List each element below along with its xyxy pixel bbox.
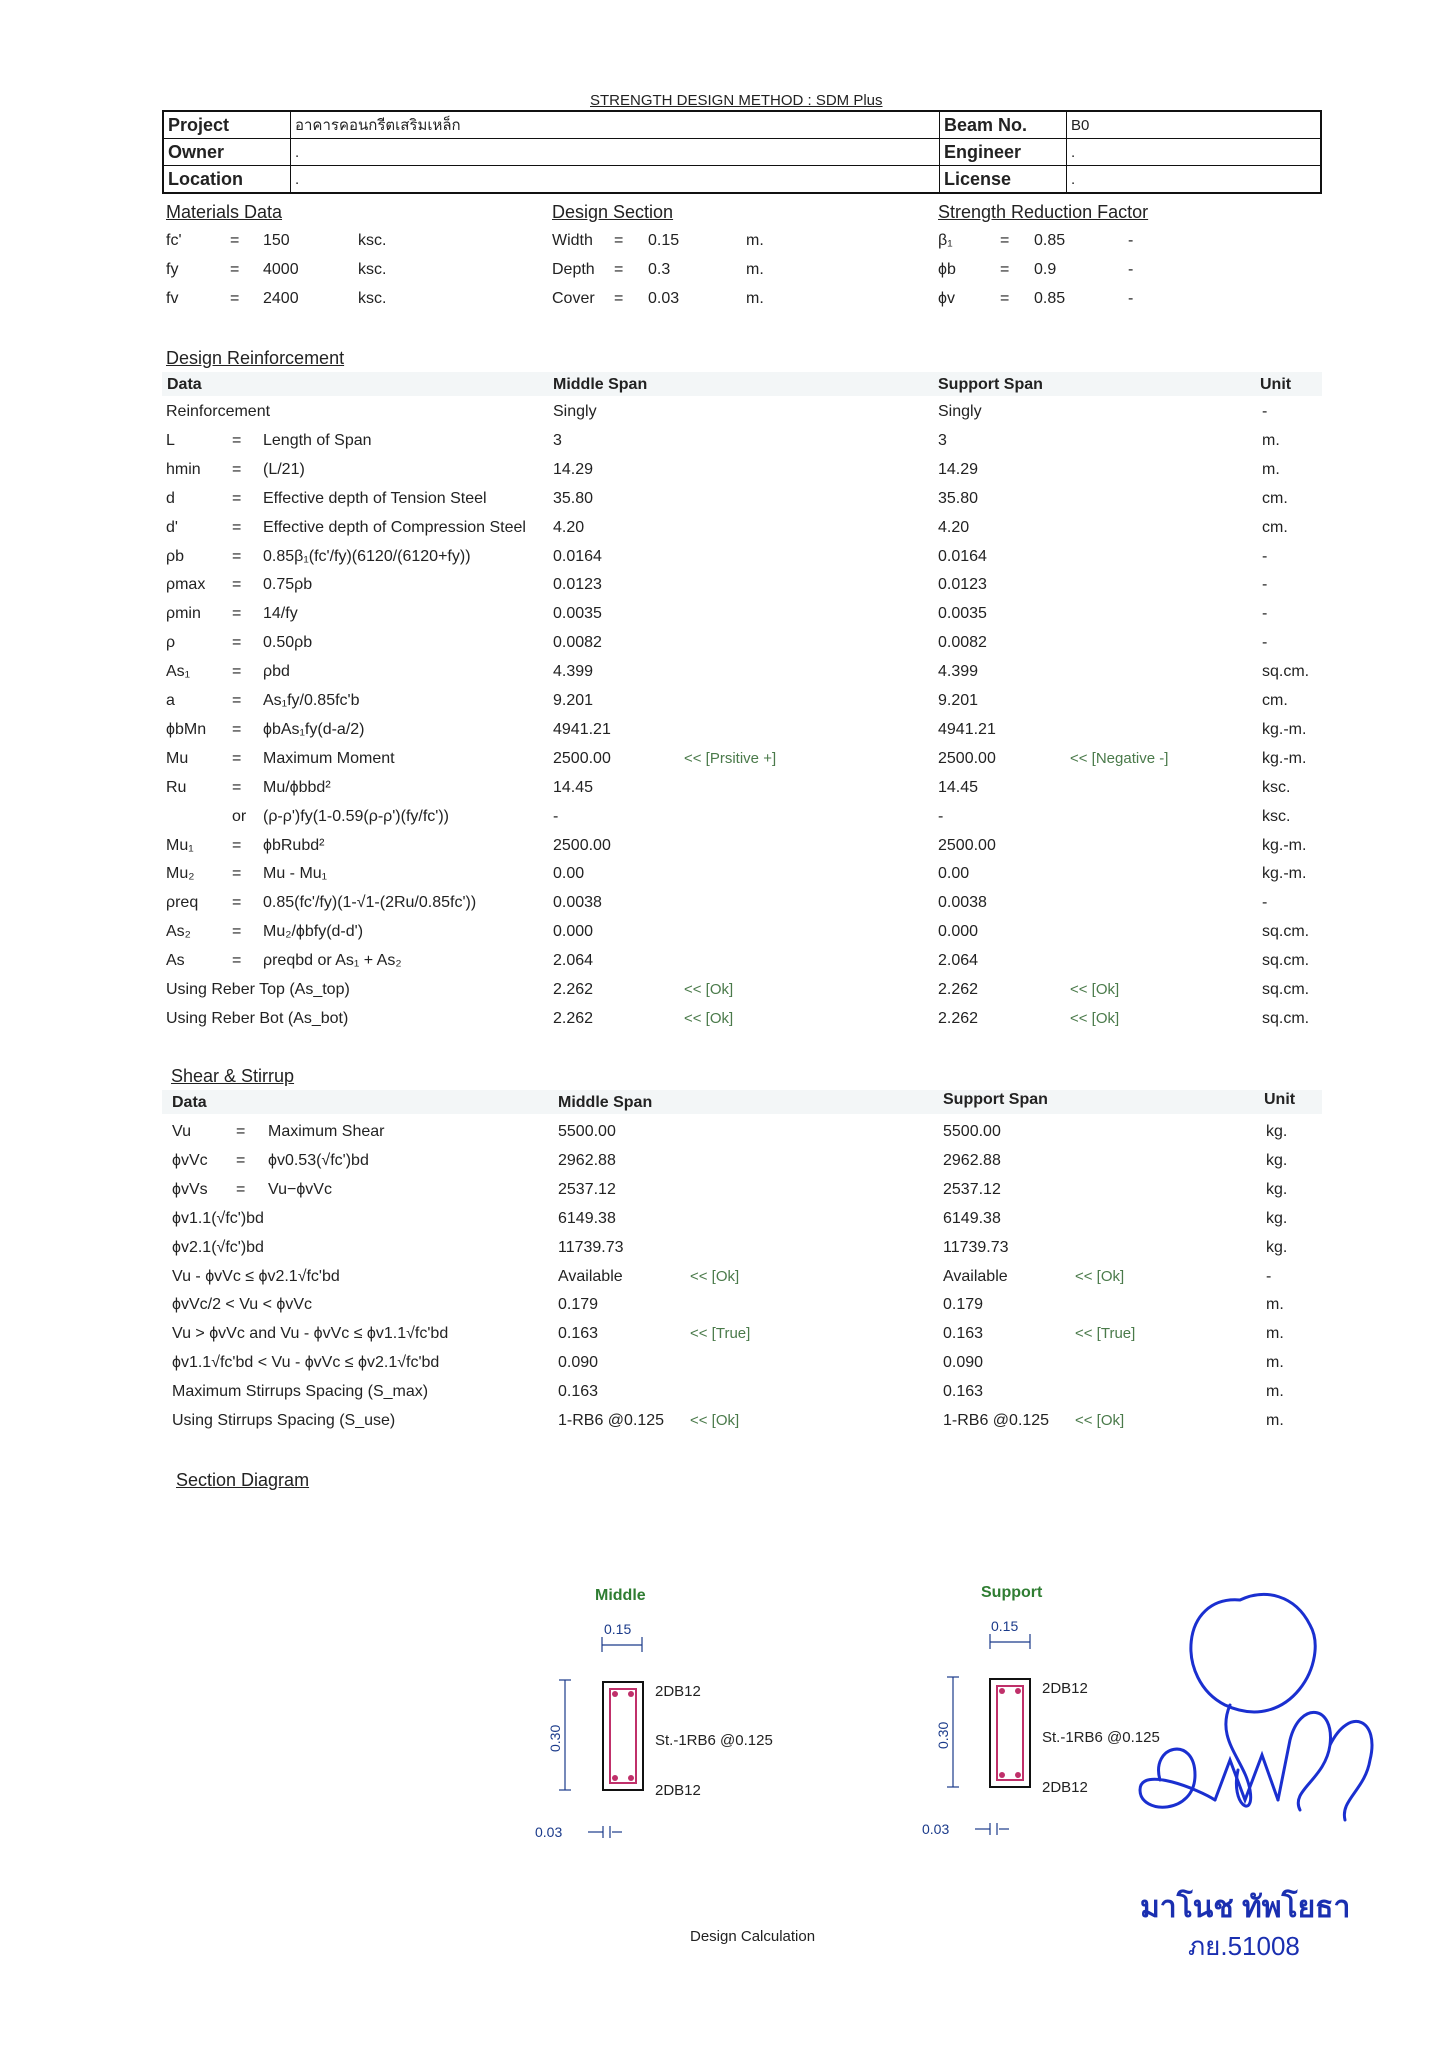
reinforcement-row-symbol: d' — [166, 518, 178, 536]
reinforcement-row-unit: ksc. — [1262, 778, 1291, 796]
reinforcement-row-equals: = — [232, 605, 242, 623]
materials-equals: = — [230, 232, 240, 249]
reinforcement-row-formula: Mu - Mu₁ — [263, 865, 328, 883]
reinforcement-row-unit: cm. — [1262, 518, 1288, 536]
shear-row-unit: m. — [1266, 1354, 1284, 1372]
reinforcement-row-middle-value: 0.000 — [553, 923, 594, 941]
materials-unit: ksc. — [358, 261, 387, 278]
reinforcement-row-formula: (L/21) — [263, 460, 305, 478]
shear-row-support-note: << [Ok] — [1075, 1412, 1125, 1429]
beam-value: B0 — [1067, 111, 1322, 139]
reinforcement-row-formula: ϕbAs₁fy(d-a/2) — [263, 720, 365, 738]
reinforcement-row-support-value: - — [938, 807, 944, 825]
reduction-symbol: ϕv — [938, 290, 955, 307]
reinforcement-row-equals: = — [232, 547, 242, 565]
shear-row-symbol: ϕv1.1(√fc')bd — [172, 1209, 264, 1227]
shear-row-support-value: 5500.00 — [943, 1123, 1001, 1140]
reinforcement-row-equals: = — [232, 865, 242, 883]
shear-row-symbol: Maximum Stirrups Spacing (S_max) — [172, 1383, 429, 1401]
shear-row-support-value: 2962.88 — [943, 1151, 1001, 1169]
reinforcement-row-support-value: 2.064 — [938, 952, 979, 970]
shear-row-symbol: ϕvVc — [172, 1151, 208, 1169]
reinforcement-row-unit: ksc. — [1262, 807, 1291, 825]
reinforcement-row-formula: 0.75ρb — [263, 576, 313, 594]
support-cover-dim: 0.03 — [922, 1821, 950, 1837]
reinforcement-row-middle-note: << [Ok] — [684, 1009, 734, 1027]
document-title: STRENGTH DESIGN METHOD : SDM Plus — [590, 92, 883, 109]
diagram-title: Section Diagram — [176, 1470, 310, 1490]
reinforcement-row-support-value: 0.0123 — [938, 576, 987, 594]
shear-row-support-value: 11739.73 — [943, 1238, 1009, 1256]
reinforcement-row-equals: = — [232, 778, 242, 796]
reinforcement-row-formula: As₁fy/0.85fc'b — [263, 692, 360, 709]
shear-row-unit: kg. — [1266, 1180, 1288, 1198]
reinforcement-row-middle-value: 0.0082 — [553, 634, 602, 652]
reinforcement-row-equals: = — [232, 894, 242, 912]
shear-head-mid: Middle Span — [558, 1094, 653, 1111]
engineer-value: . — [1067, 139, 1322, 166]
shear-row-middle-value: 2962.88 — [558, 1151, 616, 1169]
section-equals: = — [614, 232, 624, 249]
signature-license: ภย.51008 — [1188, 1931, 1300, 1961]
shear-row-equals: = — [236, 1123, 246, 1140]
reinforcement-row-unit: - — [1262, 634, 1268, 652]
reinforcement-row-unit: sq.cm. — [1262, 1009, 1310, 1027]
reinforcement-row-middle-value: 4.20 — [553, 518, 585, 536]
materials-unit: ksc. — [358, 232, 387, 249]
reinforcement-row-support-value: 9.201 — [938, 692, 979, 709]
reinforcement-row-middle-value: 0.0123 — [553, 576, 602, 594]
reinforcement-row-formula: Mu₂/ϕbfy(d-d') — [263, 923, 364, 941]
section-unit: m. — [746, 261, 764, 278]
shear-row-unit: kg. — [1266, 1151, 1288, 1169]
shear-row-symbol: Using Stirrups Spacing (S_use) — [172, 1412, 396, 1429]
reinforcement-row-support-value: 2.262 — [938, 1009, 979, 1027]
reinforcement-row-support-note: << [Ok] — [1070, 1009, 1120, 1027]
reinforcement-row-middle-value: 3 — [553, 431, 562, 449]
reinforcement-row-equals: = — [232, 489, 242, 507]
beam-label: Beam No. — [940, 111, 1067, 139]
engineer-label: Engineer — [940, 139, 1067, 166]
section-value: 0.15 — [648, 232, 680, 249]
handwritten-signature — [1140, 1594, 1372, 1820]
shear-row-middle-value: 0.090 — [558, 1354, 599, 1372]
reinforcement-row-middle-value: 0.0164 — [553, 547, 602, 565]
reinforcement-row-unit: kg.-m. — [1262, 720, 1307, 738]
shear-row-unit: m. — [1266, 1412, 1284, 1429]
reinforcement-row-unit: sq.cm. — [1262, 923, 1310, 941]
materials-symbol: fc' — [166, 232, 182, 249]
owner-label: Owner — [163, 139, 291, 166]
reinforcement-row-support-note: << [Negative -] — [1070, 749, 1169, 767]
section-value: 0.3 — [648, 261, 671, 278]
reduction-unit: - — [1128, 232, 1134, 249]
section-unit: m. — [746, 290, 764, 307]
shear-row-middle-note: << [Ok] — [690, 1412, 740, 1429]
reinforcement-row-equals: = — [232, 923, 242, 941]
reinforcement-head-mid: Middle Span — [553, 376, 648, 393]
shear-row-symbol: Vu > ϕvVc and Vu - ϕvVc ≤ ϕv1.1√fc'bd — [172, 1325, 449, 1343]
reinforcement-row-support-value: 4941.21 — [938, 720, 996, 738]
reduction-symbol: β₁ — [938, 232, 953, 249]
reinforcement-row-formula: ρbd — [263, 663, 290, 681]
shear-row-support-value: 0.163 — [943, 1383, 984, 1401]
reduction-value: 0.85 — [1034, 232, 1066, 249]
reinforcement-row-unit: kg.-m. — [1262, 836, 1307, 854]
middle-section-drawing — [535, 1587, 773, 1840]
middle-cover-dim: 0.03 — [535, 1824, 563, 1840]
support-width-dim: 0.15 — [991, 1618, 1019, 1634]
reinforcement-row-unit: - — [1262, 894, 1268, 912]
reinforcement-row-support-value: 2500.00 — [938, 749, 996, 767]
reinforcement-row-middle-value: 2.064 — [553, 952, 594, 970]
shear-row-middle-value: 5500.00 — [558, 1123, 616, 1140]
reinforcement-row-symbol: L — [166, 431, 175, 449]
middle-bot-bars: 2DB12 — [655, 1782, 701, 1799]
reinforcement-row-formula: 0.85β₁(fc'/fy)(6120/(6120+fy)) — [263, 547, 471, 565]
reinforcement-row-formula: ϕbRubd² — [263, 836, 325, 854]
shear-row-symbol: ϕvVc/2 < Vu < ϕvVc — [172, 1296, 313, 1314]
reinforcement-row-equals: = — [232, 720, 242, 738]
materials-title: Materials Data — [166, 202, 283, 222]
reinforcement-row-symbol: Mu₂ — [166, 865, 195, 883]
section-equals: = — [614, 290, 624, 307]
shear-row-unit: kg. — [1266, 1238, 1288, 1256]
reinforcement-row-support-value: 4.20 — [938, 518, 970, 536]
reinforcement-row-formula: 14/fy — [263, 605, 298, 623]
reinforcement-row-symbol: ρb — [166, 547, 184, 565]
reinforcement-row-support-value: 2500.00 — [938, 836, 996, 854]
reinforcement-row-unit: - — [1262, 547, 1268, 565]
reinforcement-row-symbol: Ru — [166, 778, 187, 796]
reinforcement-row-support-value: 0.0164 — [938, 547, 987, 565]
support-section-drawing — [922, 1584, 1160, 1837]
reduction-symbol: ϕb — [938, 261, 956, 278]
reinforcement-row-middle-value: 14.29 — [553, 460, 594, 478]
license-label: License — [940, 166, 1067, 194]
reinforcement-row-middle-value: 14.45 — [553, 778, 594, 796]
reinforcement-row-symbol: hmin — [166, 460, 201, 478]
reinforcement-row-unit: - — [1262, 605, 1268, 623]
reinforcement-row-support-value: 35.80 — [938, 489, 979, 507]
reduction-value: 0.9 — [1034, 261, 1057, 278]
middle-label: Middle — [595, 1587, 646, 1604]
reinforcement-row-equals: = — [232, 518, 242, 536]
section-unit: m. — [746, 232, 764, 249]
shear-row-equals: = — [236, 1180, 246, 1198]
reinforcement-row-support-value: 0.0082 — [938, 634, 987, 652]
reinforcement-row-symbol: Using Reber Bot (As_bot) — [166, 1009, 349, 1027]
shear-row-middle-note: << [True] — [690, 1325, 751, 1343]
reinforcement-row-symbol: As₂ — [166, 923, 191, 941]
shear-row-unit: m. — [1266, 1296, 1284, 1314]
reinforcement-row-formula: Length of Span — [263, 431, 372, 449]
reinforcement-title: Design Reinforcement — [166, 348, 345, 368]
reinforcement-row-symbol: ρmax — [166, 576, 206, 594]
reinforcement-row-support-note: << [Ok] — [1070, 981, 1120, 998]
reinforcement-row-equals: or — [232, 807, 247, 825]
middle-top-bars: 2DB12 — [655, 1683, 701, 1700]
reinforcement-row-middle-value: 0.0038 — [553, 894, 602, 912]
reinforcement-row-support-value: 14.45 — [938, 778, 979, 796]
shear-row-middle-value: 0.163 — [558, 1325, 599, 1343]
reinforcement-row-symbol: As — [166, 952, 185, 970]
reinforcement-row-middle-value: 2.262 — [553, 1009, 594, 1027]
reinforcement-row-middle-value: 2.262 — [553, 981, 594, 998]
reinforcement-row-middle-note: << [Ok] — [684, 981, 734, 998]
shear-row-middle-value: 1-RB6 @0.125 — [558, 1412, 665, 1429]
materials-value: 4000 — [263, 261, 299, 278]
shear-row-middle-value: 0.179 — [558, 1296, 599, 1314]
reinforcement-row-support-value: 0.000 — [938, 923, 979, 941]
reinforcement-row-symbol: ρ — [166, 634, 176, 652]
middle-depth-dim: 0.30 — [547, 1724, 563, 1752]
reduction-title: Strength Reduction Factor — [938, 202, 1149, 222]
reinforcement-row-equals: = — [232, 663, 242, 681]
reinforcement-row-unit: sq.cm. — [1262, 952, 1310, 970]
shear-row-support-value: 0.090 — [943, 1354, 984, 1372]
reinforcement-row-middle-value: 4.399 — [553, 663, 594, 681]
reinforcement-row-equals: = — [232, 460, 242, 478]
reinforcement-row-equals: = — [232, 692, 242, 709]
shear-row-formula: Maximum Shear — [268, 1123, 385, 1140]
support-top-bars: 2DB12 — [1042, 1680, 1088, 1697]
reinforcement-row-middle-value: 0.00 — [553, 865, 585, 883]
shear-row-middle-value: 0.163 — [558, 1383, 599, 1401]
shear-row-middle-value: 6149.38 — [558, 1209, 616, 1227]
section-equals: = — [614, 261, 624, 278]
reinforcement-row-symbol: Reinforcement — [166, 403, 271, 420]
reinforcement-row-unit: sq.cm. — [1262, 981, 1310, 998]
reinforcement-row-support-value: 4.399 — [938, 663, 979, 681]
materials-symbol: fy — [166, 261, 179, 278]
reinforcement-row-formula: Maximum Moment — [263, 749, 395, 767]
reinforcement-row-symbol: Mu₁ — [166, 836, 194, 854]
section-title: Design Section — [552, 202, 674, 222]
support-bot-bars: 2DB12 — [1042, 1779, 1088, 1796]
shear-row-symbol: ϕvVs — [172, 1180, 208, 1198]
reinforcement-row-equals: = — [232, 952, 242, 970]
shear-head-unit: Unit — [1264, 1091, 1296, 1108]
project-label: Project — [163, 111, 291, 139]
reinforcement-row-symbol: ϕbMn — [166, 720, 207, 738]
shear-row-unit: m. — [1266, 1383, 1284, 1401]
reinforcement-row-formula: Mu/ϕbbd² — [263, 778, 331, 796]
reinforcement-row-middle-value: 2500.00 — [553, 836, 611, 854]
reinforcement-row-formula: (ρ-ρ')fy(1-0.59(ρ-ρ')(fy/fc')) — [263, 807, 449, 825]
shear-row-unit: - — [1266, 1267, 1272, 1285]
materials-symbol: fv — [166, 290, 179, 307]
shear-row-support-note: << [Ok] — [1075, 1267, 1125, 1285]
reinforcement-row-equals: = — [232, 431, 242, 449]
reinforcement-row-equals: = — [232, 576, 242, 594]
shear-row-symbol: ϕv1.1√fc'bd < Vu - ϕvVc ≤ ϕv2.1√fc'bd — [172, 1354, 440, 1372]
reinforcement-row-support-value: Singly — [938, 403, 982, 420]
reinforcement-row-support-value: 3 — [938, 431, 947, 449]
reinforcement-row-formula: 0.85(fc'/fy)(1-√1-(2Ru/0.85fc')) — [263, 894, 477, 912]
reinforcement-row-formula: ρreqbd or As₁ + As₂ — [263, 952, 402, 970]
middle-stirrup: St.-1RB6 @0.125 — [655, 1732, 773, 1749]
reinforcement-row-symbol: Using Reber Top (As_top) — [166, 981, 350, 998]
materials-unit: ksc. — [358, 290, 387, 307]
shear-row-support-value: 6149.38 — [943, 1209, 1001, 1227]
reinforcement-row-formula: Effective depth of Tension Steel — [263, 489, 487, 507]
reinforcement-row-unit: kg.-m. — [1262, 749, 1307, 767]
location-value: . — [291, 166, 940, 194]
reinforcement-row-equals: = — [232, 634, 242, 652]
reinforcement-row-symbol: Mu — [166, 749, 189, 767]
reinforcement-head-data: Data — [167, 376, 202, 393]
shear-row-support-value: 0.179 — [943, 1296, 984, 1314]
reinforcement-row-unit: m. — [1262, 431, 1280, 449]
reduction-equals: = — [1000, 232, 1010, 249]
reinforcement-row-unit: sq.cm. — [1262, 663, 1310, 681]
reinforcement-row-unit: m. — [1262, 460, 1280, 478]
materials-value: 150 — [263, 232, 290, 249]
support-stirrup: St.-1RB6 @0.125 — [1042, 1729, 1160, 1746]
support-depth-dim: 0.30 — [935, 1721, 951, 1749]
shear-row-symbol: ϕv2.1(√fc')bd — [172, 1238, 264, 1256]
reinforcement-row-formula: 0.50ρb — [263, 634, 313, 652]
section-symbol: Depth — [552, 261, 595, 278]
shear-row-symbol: Vu — [172, 1123, 191, 1140]
shear-row-symbol: Vu - ϕvVc ≤ ϕv2.1√fc'bd — [172, 1267, 340, 1285]
shear-row-middle-value: 11739.73 — [558, 1238, 624, 1256]
reduction-unit: - — [1128, 290, 1134, 307]
location-label: Location — [163, 166, 291, 194]
shear-row-support-value: 2537.12 — [943, 1180, 1001, 1198]
middle-width-dim: 0.15 — [604, 1621, 632, 1637]
shear-head-data: Data — [172, 1094, 207, 1111]
reinforcement-row-support-value: 0.0035 — [938, 605, 987, 623]
reinforcement-row-middle-note: << [Prsitive +] — [684, 749, 777, 767]
reinforcement-row-symbol: ρmin — [166, 605, 201, 623]
reinforcement-head-unit: Unit — [1260, 376, 1292, 393]
reinforcement-head-sup: Support Span — [938, 376, 1043, 393]
materials-equals: = — [230, 290, 240, 307]
reinforcement-row-symbol: a — [166, 692, 175, 709]
reinforcement-row-support-value: 0.0038 — [938, 894, 987, 912]
section-symbol: Cover — [552, 290, 595, 307]
shear-row-support-value: Available — [943, 1267, 1008, 1285]
materials-equals: = — [230, 261, 240, 278]
project-value: อาคารคอนกรีตเสริมเหล็ก — [291, 111, 940, 139]
shear-row-unit: m. — [1266, 1325, 1284, 1343]
owner-value: . — [291, 139, 940, 166]
reinforcement-row-equals: = — [232, 749, 242, 767]
reduction-equals: = — [1000, 261, 1010, 278]
reinforcement-row-support-value: 0.00 — [938, 865, 970, 883]
reinforcement-row-middle-value: 4941.21 — [553, 720, 611, 738]
reinforcement-row-support-value: 14.29 — [938, 460, 979, 478]
shear-title: Shear & Stirrup — [171, 1066, 295, 1086]
shear-row-unit: kg. — [1266, 1123, 1288, 1140]
shear-row-unit: kg. — [1266, 1209, 1288, 1227]
support-label: Support — [981, 1584, 1043, 1601]
reinforcement-row-formula: Effective depth of Compression Steel — [263, 518, 526, 536]
shear-row-support-note: << [True] — [1075, 1325, 1136, 1343]
reinforcement-row-unit: cm. — [1262, 692, 1288, 709]
reinforcement-row-symbol: d — [166, 489, 175, 507]
license-value: . — [1067, 166, 1322, 194]
signature-name: มาโนช ทัพโยธา — [1140, 1891, 1351, 1924]
reinforcement-row-symbol: ρreq — [166, 894, 199, 912]
reinforcement-row-unit: kg.-m. — [1262, 865, 1307, 883]
shear-row-middle-value: 2537.12 — [558, 1180, 616, 1198]
reinforcement-row-equals: = — [232, 836, 242, 854]
reinforcement-row-middle-value: 2500.00 — [553, 749, 611, 767]
reinforcement-row-middle-value: 35.80 — [553, 489, 594, 507]
reinforcement-row-middle-value: 9.201 — [553, 692, 594, 709]
shear-row-equals: = — [236, 1151, 246, 1169]
shear-row-middle-note: << [Ok] — [690, 1267, 740, 1285]
reduction-equals: = — [1000, 290, 1010, 307]
reduction-value: 0.85 — [1034, 290, 1066, 307]
reduction-unit: - — [1128, 261, 1134, 278]
reinforcement-row-unit: - — [1262, 403, 1268, 420]
reinforcement-row-unit: cm. — [1262, 489, 1288, 507]
reinforcement-row-middle-value: - — [553, 807, 559, 825]
materials-value: 2400 — [263, 290, 299, 307]
shear-row-middle-value: Available — [558, 1267, 623, 1285]
reinforcement-row-middle-value: Singly — [553, 403, 597, 420]
shear-row-formula: Vu−ϕvVc — [268, 1180, 332, 1198]
section-value: 0.03 — [648, 290, 680, 307]
reinforcement-row-symbol: As₁ — [166, 663, 191, 681]
shear-head-sup: Support Span — [943, 1091, 1048, 1108]
shear-row-support-value: 0.163 — [943, 1325, 984, 1343]
reinforcement-row-middle-value: 0.0035 — [553, 605, 602, 623]
footer-text: Design Calculation — [690, 1928, 816, 1945]
reinforcement-row-support-value: 2.262 — [938, 981, 979, 998]
shear-row-formula: ϕv0.53(√fc')bd — [268, 1151, 369, 1169]
reinforcement-row-unit: - — [1262, 576, 1268, 594]
shear-row-support-value: 1-RB6 @0.125 — [943, 1412, 1050, 1429]
section-symbol: Width — [552, 232, 593, 249]
